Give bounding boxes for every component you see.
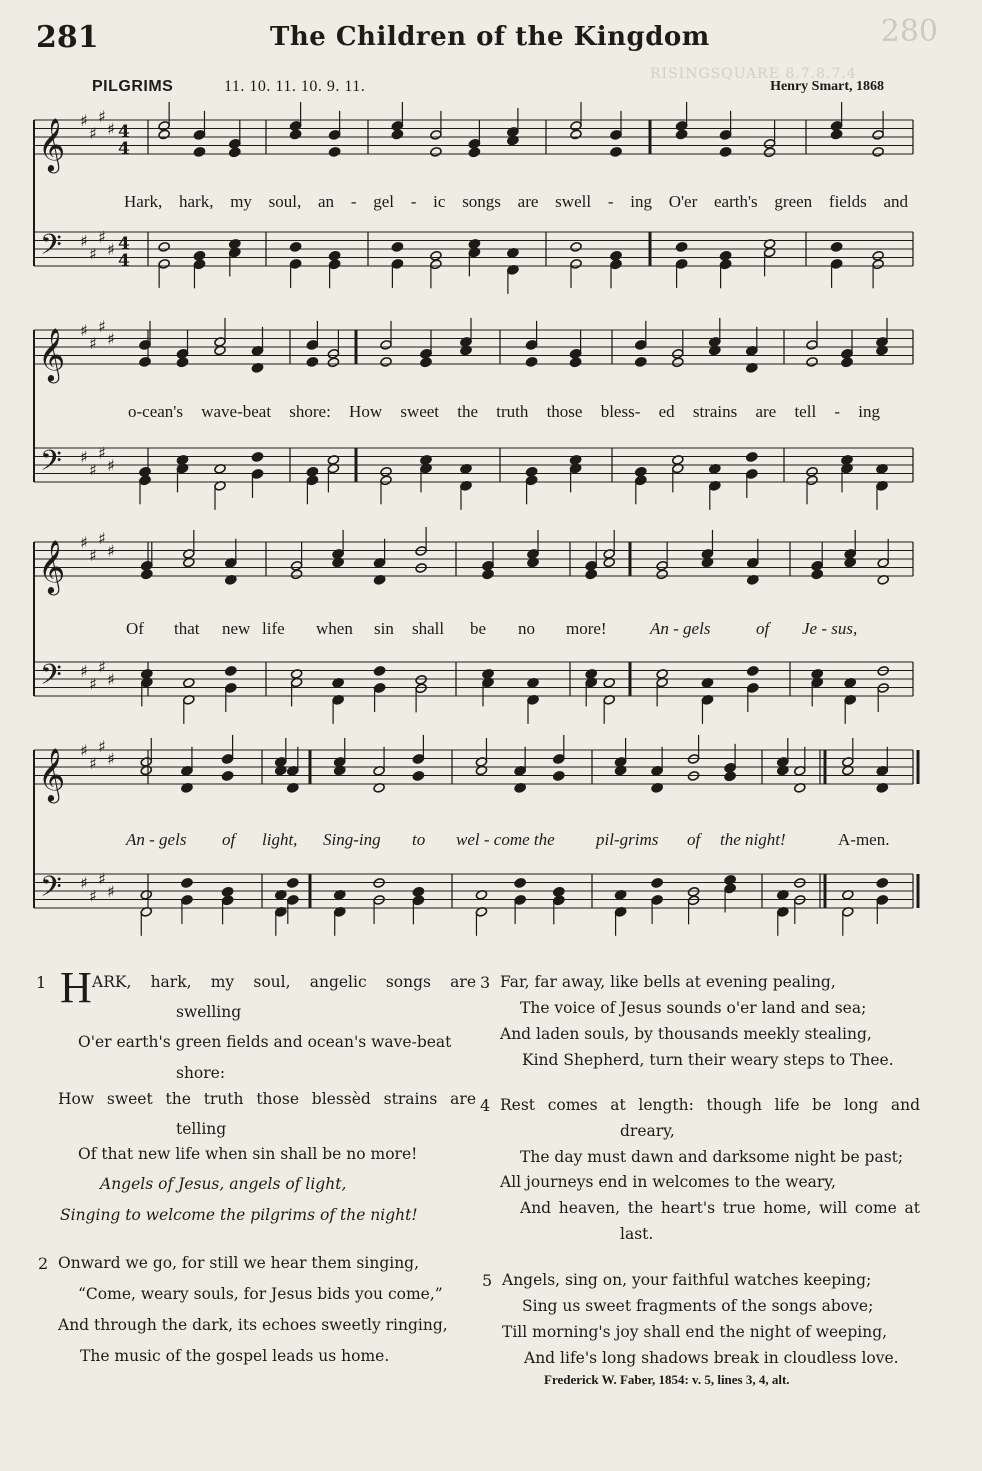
- notehead: [139, 340, 151, 351]
- sharp-sign: ♯: [98, 106, 106, 126]
- notehead: [415, 675, 427, 686]
- lyric3-word: sin: [374, 619, 394, 638]
- notehead: [553, 771, 565, 782]
- notehead: [380, 357, 392, 368]
- notehead: [675, 242, 687, 253]
- notehead: [158, 242, 170, 253]
- sharp-sign: ♯: [89, 333, 97, 353]
- sharp-sign: ♯: [80, 111, 88, 130]
- sharp-sign: ♯: [89, 460, 97, 480]
- notehead: [290, 560, 302, 571]
- sharp-sign: ♯: [107, 240, 115, 259]
- notehead: [610, 259, 622, 270]
- verse-4-line-5: And heaven, the heart's true home, will come at: [520, 1199, 920, 1217]
- sharp-sign: ♯: [98, 657, 106, 677]
- notehead: [830, 129, 842, 140]
- verse-3-line-1: Far, far away, like bells at evening pealing,: [500, 973, 836, 991]
- time-signature-bottom: 4: [118, 139, 130, 159]
- notehead: [675, 129, 687, 140]
- notehead: [158, 259, 170, 270]
- lyric3-word: when: [316, 619, 353, 638]
- sharp-sign: ♯: [89, 123, 97, 143]
- notehead: [176, 348, 188, 359]
- lyric3-word: be: [470, 619, 487, 638]
- sharp-sign: ♯: [80, 447, 88, 467]
- notehead: [327, 357, 339, 368]
- notehead: [430, 147, 442, 158]
- sharp-sign: ♯: [89, 244, 97, 264]
- sharp-sign: ♯: [107, 882, 115, 901]
- sharp-sign: ♯: [80, 533, 88, 552]
- bass-clef: 𝄢: [40, 870, 62, 911]
- notehead: [724, 771, 736, 782]
- notehead: [672, 357, 684, 368]
- sharp-sign: ♯: [89, 753, 97, 773]
- notehead: [656, 560, 668, 571]
- notehead: [420, 357, 432, 368]
- notehead: [830, 242, 842, 253]
- notehead: [610, 130, 622, 141]
- lyric3-word: new: [222, 619, 251, 638]
- notehead: [373, 683, 385, 694]
- notehead: [830, 121, 842, 132]
- sharp-sign: ♯: [98, 227, 106, 247]
- notehead: [687, 887, 699, 898]
- notehead: [724, 883, 736, 894]
- verse-4-line-1: Rest comes at length: though life be long and: [500, 1096, 920, 1114]
- sharp-sign: ♯: [89, 674, 97, 694]
- notehead: [872, 250, 884, 261]
- notehead: [811, 560, 823, 571]
- composer: Henry Smart, 1868: [770, 79, 884, 94]
- notehead: [841, 348, 853, 359]
- notehead: [328, 250, 340, 261]
- notehead: [806, 340, 818, 351]
- hymn-title: The Children of the Kingdom: [270, 22, 710, 52]
- notehead: [391, 129, 403, 140]
- verse-5-line-4: And life's long shadows break in cloudless love.: [524, 1349, 899, 1367]
- notehead: [430, 259, 442, 270]
- lyric3-word: of: [756, 619, 770, 638]
- sharp-sign: ♯: [107, 456, 115, 475]
- notehead: [373, 666, 385, 677]
- notehead: [719, 147, 731, 158]
- notehead: [380, 475, 392, 486]
- notehead: [193, 147, 205, 158]
- sharp-sign: ♯: [89, 886, 97, 906]
- notehead: [569, 348, 581, 359]
- sharp-sign: ♯: [98, 316, 106, 336]
- notehead: [806, 466, 818, 477]
- lyric-line-2: o-cean's wave-beat shore: How sweet the truth those bless- ed strains are tell - ing: [128, 402, 880, 421]
- time-signature-top: 4: [118, 234, 130, 254]
- notehead: [380, 466, 392, 477]
- notehead: [482, 569, 494, 580]
- notehead: [876, 895, 888, 906]
- notehead: [412, 895, 424, 906]
- verse-4-line-4: All journeys end in welcomes to the weary,: [500, 1173, 836, 1191]
- notehead: [635, 466, 647, 477]
- lyric4-word: the night!: [720, 830, 786, 849]
- verse-3-line-4: Kind Shepherd, turn their weary steps to Thee.: [522, 1051, 894, 1069]
- notehead: [719, 130, 731, 141]
- notehead: [876, 878, 888, 889]
- notehead: [719, 259, 731, 270]
- verse-4-line-6: last.: [620, 1225, 654, 1243]
- lyric3-word: life: [262, 619, 285, 638]
- notehead: [747, 683, 759, 694]
- notehead: [139, 357, 151, 368]
- sharp-sign: ♯: [107, 670, 115, 689]
- verse-5-line-3: Till morning's joy shall end the night of weeping,: [502, 1323, 888, 1341]
- notehead: [176, 357, 188, 368]
- notehead: [251, 452, 263, 463]
- notehead: [570, 259, 582, 270]
- lyric4-word: Sing-ing: [323, 830, 381, 849]
- sharp-sign: ♯: [89, 545, 97, 565]
- notehead: [672, 348, 684, 359]
- sharp-sign: ♯: [80, 741, 88, 760]
- notehead: [841, 357, 853, 368]
- notehead: [221, 771, 233, 782]
- notehead: [430, 130, 442, 141]
- notehead: [525, 340, 537, 351]
- verse-2-line-1: Onward we go, for still we hear them singing,: [58, 1254, 420, 1272]
- notehead: [306, 357, 318, 368]
- notehead: [139, 466, 151, 477]
- sharp-sign: ♯: [107, 119, 115, 139]
- notehead: [656, 569, 668, 580]
- verse-2-line-3: And through the dark, its echoes sweetly ringing,: [58, 1316, 448, 1334]
- notehead: [514, 878, 526, 889]
- notehead: [287, 878, 299, 889]
- notehead: [141, 569, 153, 580]
- notehead: [569, 357, 581, 368]
- notehead: [651, 878, 663, 889]
- notehead: [328, 130, 340, 141]
- verse-2-line-2: “Come, weary souls, for Jesus bids you come,”: [78, 1285, 443, 1303]
- verse-3-number: 3: [480, 973, 491, 992]
- sharp-sign: ♯: [80, 873, 88, 893]
- verse-1-number: 1: [36, 973, 47, 992]
- verse-1-line-2: swelling: [176, 1003, 242, 1021]
- notehead: [468, 138, 480, 149]
- notehead: [251, 469, 263, 480]
- sharp-sign: ♯: [107, 749, 115, 769]
- notehead: [306, 466, 318, 477]
- verse-1-line-8: Angels of Jesus, angels of light,: [100, 1175, 347, 1193]
- sharp-sign: ♯: [80, 231, 88, 251]
- lyric4-word: to: [412, 830, 426, 849]
- notehead: [139, 475, 151, 486]
- sharp-sign: ♯: [80, 661, 88, 681]
- notehead: [872, 130, 884, 141]
- notehead: [746, 452, 758, 463]
- facing-page-number: 280: [880, 14, 938, 49]
- notehead: [635, 340, 647, 351]
- verse-2-line-4: The music of the gospel leads us home.: [80, 1347, 390, 1365]
- sharp-sign: ♯: [98, 869, 106, 889]
- notehead: [806, 475, 818, 486]
- notehead: [412, 754, 424, 765]
- notehead: [430, 250, 442, 261]
- notehead: [514, 895, 526, 906]
- lyric4-word: An - gels: [126, 830, 187, 849]
- notehead: [221, 887, 233, 898]
- notehead: [391, 242, 403, 253]
- notehead: [635, 357, 647, 368]
- notehead: [181, 895, 193, 906]
- lyric3-word: shall: [412, 619, 445, 638]
- time-signature-bottom: 4: [118, 251, 130, 271]
- notehead: [482, 560, 494, 571]
- notehead: [747, 666, 759, 677]
- notehead: [391, 259, 403, 270]
- notehead: [412, 771, 424, 782]
- notehead: [585, 560, 597, 571]
- notehead: [570, 242, 582, 253]
- notehead: [221, 754, 233, 765]
- notehead: [328, 259, 340, 270]
- sharp-sign: ♯: [98, 736, 106, 756]
- notehead: [525, 357, 537, 368]
- treble-clef: 𝄞: [38, 327, 66, 381]
- notehead: [468, 147, 480, 158]
- verse-1-line-7: Of that new life when sin shall be no more!: [78, 1145, 418, 1163]
- notehead: [553, 895, 565, 906]
- treble-clef: 𝄞: [38, 747, 66, 801]
- notehead: [193, 130, 205, 141]
- tune-meter: 11. 10. 11. 10. 9. 11.: [224, 78, 366, 95]
- time-signature-top: 4: [118, 122, 130, 142]
- hymn-number: 281: [36, 20, 99, 55]
- text-attribution: Frederick W. Faber, 1854: v. 5, lines 3, 4, alt.: [544, 1372, 790, 1387]
- notehead: [763, 147, 775, 158]
- lyric4-word: light,: [262, 830, 298, 849]
- notehead: [570, 129, 582, 140]
- notehead: [229, 138, 241, 149]
- lyric3-word: Of: [126, 619, 144, 638]
- facing-page-text: RISINGSQUARE 8.7.8.7.4: [650, 66, 857, 82]
- notehead: [412, 887, 424, 898]
- verse-3-line-3: And laden souls, by thousands meekly stealing,: [500, 1025, 872, 1043]
- sharp-sign: ♯: [98, 528, 106, 548]
- sharp-sign: ♯: [107, 541, 115, 561]
- notehead: [675, 121, 687, 132]
- verse-4-number: 4: [480, 1096, 491, 1115]
- notehead: [553, 754, 565, 765]
- notehead: [391, 121, 403, 132]
- notehead: [225, 666, 237, 677]
- lyric-line-1: Hark, hark, my soul, an - gel - ic songs are swell - ing O'er earth's green fields and: [124, 192, 908, 211]
- notehead: [585, 569, 597, 580]
- verse-4-line-2: dreary,: [620, 1122, 675, 1140]
- notehead: [651, 895, 663, 906]
- verse-5-line-1: Angels, sing on, your faithful watches keeping;: [502, 1271, 872, 1289]
- lyric4-word: wel - come the: [456, 830, 555, 849]
- verse-5-number: 5: [482, 1271, 493, 1290]
- notehead: [872, 259, 884, 270]
- lyric4-word: A-men.: [838, 830, 890, 849]
- bass-clef: 𝄢: [40, 658, 62, 699]
- verse-4-line-3: The day must dawn and darksome night be past;: [520, 1148, 904, 1166]
- notehead: [719, 250, 731, 261]
- notehead: [306, 340, 318, 351]
- notehead: [724, 875, 736, 886]
- lyric4-word: of: [687, 830, 701, 849]
- notehead: [746, 469, 758, 480]
- notehead: [290, 569, 302, 580]
- notehead: [287, 895, 299, 906]
- verse-1-line-3: O'er earth's green fields and ocean's wave-beat: [78, 1033, 452, 1051]
- notehead: [675, 259, 687, 270]
- verse-1-line-6: telling: [176, 1120, 227, 1138]
- notehead: [553, 887, 565, 898]
- notehead: [289, 242, 301, 253]
- notehead: [229, 147, 241, 158]
- notehead: [221, 895, 233, 906]
- notehead: [420, 348, 432, 359]
- notehead: [872, 147, 884, 158]
- verse-1-line-1: ARK, hark, my soul, angelic songs are: [92, 973, 476, 991]
- verse-3-line-2: The voice of Jesus sounds o'er land and sea;: [520, 999, 867, 1017]
- notehead: [525, 475, 537, 486]
- sharp-sign: ♯: [80, 321, 88, 340]
- verse-2-number: 2: [38, 1254, 49, 1273]
- verse-1-line-9: Singing to welcome the pilgrims of the night!: [60, 1206, 418, 1224]
- notehead: [610, 250, 622, 261]
- treble-clef: 𝄞: [38, 117, 66, 171]
- verse-1-line-5: How sweet the truth those blessèd strains are: [58, 1090, 476, 1108]
- notehead: [635, 475, 647, 486]
- bass-clef: 𝄢: [40, 228, 62, 269]
- notehead: [193, 250, 205, 261]
- notehead: [525, 466, 537, 477]
- notehead: [570, 121, 582, 132]
- lyric3-word: no: [518, 619, 535, 638]
- lyric3-word: Je - sus,: [802, 619, 858, 638]
- notehead: [193, 259, 205, 270]
- verse-1-drop-cap: H: [60, 963, 92, 1012]
- lyric4-word: pil-grims: [596, 830, 659, 849]
- notehead: [610, 147, 622, 158]
- notehead: [141, 560, 153, 571]
- sharp-sign: ♯: [107, 329, 115, 349]
- notehead: [289, 129, 301, 140]
- notehead: [811, 569, 823, 580]
- notehead: [327, 348, 339, 359]
- lyric3-word: more!: [566, 619, 607, 638]
- notehead: [289, 121, 301, 132]
- verse-1-line-4: shore:: [176, 1064, 226, 1082]
- treble-clef: 𝄞: [38, 539, 66, 593]
- notehead: [763, 138, 775, 149]
- bass-clef: 𝄢: [40, 444, 62, 485]
- notehead: [724, 763, 736, 774]
- notehead: [158, 129, 170, 140]
- notehead: [830, 259, 842, 270]
- notehead: [225, 683, 237, 694]
- notehead: [806, 357, 818, 368]
- notehead: [328, 147, 340, 158]
- verse-5-line-2: Sing us sweet fragments of the songs above;: [522, 1297, 874, 1315]
- notehead: [306, 475, 318, 486]
- lyric3-word: An - gels: [650, 619, 711, 638]
- notehead: [181, 878, 193, 889]
- notehead: [289, 259, 301, 270]
- tune-name: PILGRIMS: [92, 78, 174, 95]
- notehead: [687, 895, 699, 906]
- notehead: [380, 340, 392, 351]
- sharp-sign: ♯: [98, 443, 106, 463]
- lyric4-word: of: [222, 830, 236, 849]
- notehead: [158, 121, 170, 132]
- lyric3-word: that: [174, 619, 200, 638]
- notehead: [415, 683, 427, 694]
